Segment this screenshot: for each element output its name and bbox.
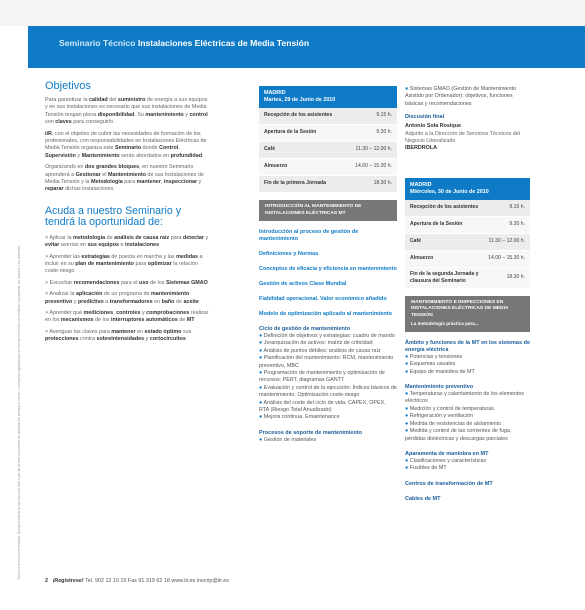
schedule-row	[405, 251, 530, 268]
section-items	[405, 391, 530, 443]
schedule-time: 11.30 – 12.00 h.	[488, 238, 525, 245]
banner-title	[59, 38, 309, 48]
bullet-item: ● Mejora continua. Emaintenance	[259, 414, 340, 421]
day1-column	[259, 86, 397, 444]
day2-column	[405, 86, 530, 503]
topic-heading: Gestión de activos Clase Mundial	[259, 281, 347, 287]
opportunity-item: > Analizar la aplicación de un programa de mantenimiento preventivo y predictivo a transformadores en baño de aceite	[45, 291, 199, 305]
topic-heading: Definiciones y Normas	[259, 251, 319, 257]
section-items	[405, 354, 530, 376]
day2-end-row: Fin de la segunda Jornada y clausura del Seminario 18.30 h.	[405, 268, 530, 289]
bullet-item: ● Análisis de puntos débiles: análisis de causa raíz	[259, 347, 381, 354]
schedule-time: 11.30 – 12.00 h.	[355, 146, 392, 153]
schedule-time: 14.00 – 15.30 h.	[355, 163, 392, 170]
day2-block-title: MANTENIMIENTO E INSPECCIONES EN INSTALACIONES ELÉCTRICAS DE MEDIA TENSIÓN La metodología práctica para...	[405, 296, 530, 332]
page-number: 2	[45, 578, 48, 584]
schedule-row	[259, 125, 397, 142]
bullet-item: ● Medida y control de las corrientes de fuga, pérdidas dieléctricas y descargas parciales	[405, 428, 512, 442]
top-band	[0, 0, 585, 26]
support-heading: Procesos de soporte de mantenimiento	[259, 429, 362, 436]
bullet-item: ● Fusibles de MT	[405, 465, 447, 472]
schedule-time: 14.00 – 15.30 h.	[488, 255, 525, 262]
speaker-name: Antonio Sola Rosique	[405, 123, 462, 130]
day1-date-box	[259, 86, 397, 108]
bullet-item: ● Análisis del coste del ciclo de vida: CAPEX, OPEX, RTA (Riesgo Total Anualizado)	[259, 399, 386, 414]
schedule-label: Café	[410, 238, 422, 245]
day1-date: Martes, 29 de Junio de 2010	[264, 97, 336, 103]
opportunity-item: > Aplicar la metodología de análisis de causa raíz para detectar y evitar averías en sus equipos e instalaciones	[45, 234, 209, 249]
contact-info: Tel. 902 12 10 15 Fax 91 319 62 18 www.iir.es inscrip@iir.es	[85, 578, 229, 584]
schedule-time: 9.15 h.	[509, 204, 525, 211]
bullet-item: ● Medición y control de temperaturas	[405, 405, 494, 412]
objectives-column	[45, 80, 210, 348]
day2-date-box	[405, 178, 530, 200]
schedule-time: 18.30 h.	[373, 180, 392, 187]
banner-prefix: Seminario Técnico	[59, 38, 136, 48]
page-footer	[45, 578, 229, 584]
topic-heading: Fiabilidad operacional. Valor económico añadido	[259, 296, 387, 302]
opportunity-list	[45, 235, 210, 344]
schedule-label: Fin de la primera Jornada	[264, 180, 326, 187]
schedule-row	[405, 217, 530, 234]
section-heading: Aparamenta de maniobra en MT	[405, 450, 489, 457]
objectives-paragraph-1: Para garantizar la calidad del suministro de energía a sus equipos y en sus instalaciones es necesario que sus instalaciones de Media Tensión tengan plena disponibilidad. Su mantenimiento y control son claves para conseguirlo.	[45, 97, 208, 126]
banner-main-title: Instalaciones Eléctricas de Media Tensión	[137, 38, 310, 48]
schedule-time: 9.30 h.	[509, 221, 525, 228]
bullet-item: ● Planificación del mantenimiento: RCM, mantenimiento preventivo, MBC	[259, 355, 394, 369]
section-heading: Cables de MT	[405, 495, 441, 502]
bullet-item: ● Temperaturas y calentamiento de los elementos eléctricos	[405, 391, 525, 405]
cycle-heading: Ciclo de gestión de mantenimiento	[259, 326, 351, 332]
opportunity-item: > Averiguar las claves para mantener en estado óptimo sus protecciones contra sobreintensidades y cortocircuitos	[45, 328, 192, 343]
bullet-item: ● Esquemas usuales	[405, 361, 456, 368]
schedule-row	[259, 108, 397, 125]
speaker-company: IBERDROLA	[405, 145, 438, 152]
day1-city: MADRID	[264, 90, 286, 96]
section-heading: Ámbito y funciones de la MT en los sistemas de energía eléctrica	[405, 339, 531, 353]
day2-city: MADRID	[410, 181, 432, 188]
opportunity-item: > Aprender las estrategias de puesta en marcha y las medidas a incluir en su plan de mantenimiento para optimizar la relación coste-riesgo	[45, 253, 203, 275]
support-list	[259, 437, 397, 444]
schedule-label: Apertura de la Sesión	[410, 221, 463, 228]
objectives-heading: Objetivos	[45, 80, 91, 92]
bullet-item: ● Jerarquización de activos: matriz de criticidad	[259, 340, 373, 347]
topic-heading: Modelo de optimización aplicado al mantenimiento	[259, 311, 392, 317]
day2-date: Miércoles, 30 de Junio de 2010	[410, 188, 489, 195]
schedule-label: Café	[264, 146, 276, 153]
header-banner	[28, 26, 585, 68]
schedule-row	[259, 159, 397, 176]
bullet-item: ● Clasificaciones y características	[405, 457, 487, 464]
final-discussion-heading: Discusión final	[405, 114, 445, 121]
day2-sections	[405, 340, 530, 503]
opportunity-item: > Aprender qué mediciones, controles y comprobaciones realizar en los mecanismos de los interruptores automáticos de MT	[45, 309, 209, 324]
cycle-list	[259, 333, 397, 422]
bullet-item: ● Evaluación y control de la ejecución: Índices básicos de mantenimiento. Optimización coste-riesgo	[259, 384, 397, 399]
side-legal-text: Todos los derechos reservados. Queda prohibida la reproducción total o parcial de este documento sin autorización previa por escrito. La empresa organizadora se reserva el derecho de modificar el programa, los horarios o los ponentes.	[17, 245, 21, 580]
topic-heading: Introducción al proceso de gestión de mantenimiento	[259, 229, 359, 242]
day1-schedule	[259, 108, 397, 193]
bullet-item: ● Gestión de materiales	[259, 436, 317, 443]
section-heading: Centros de transformación de MT	[405, 480, 493, 487]
bullet-item: ● Medida de resistencias de aislamiento	[405, 420, 502, 427]
schedule-label: Almuerzo	[264, 163, 288, 170]
section-items	[405, 458, 530, 473]
schedule-label: Recepción de los asistentes	[410, 204, 479, 211]
register-link[interactable]: ¡Regístrese!	[52, 578, 84, 584]
section-heading: Mantenimiento preventivo	[405, 384, 474, 391]
schedule-label: Recepción de los asistentes	[264, 112, 333, 119]
objectives-paragraph-3: Organizando en dos grandes bloques, en nuestro Seminario aprenderá a Gestionar el Mantenimiento de sus Instalaciones de Media Tensión y la Metodología para mantener, inspeccionar y reparar dichas instalaciones.	[45, 164, 204, 193]
schedule-row	[259, 142, 397, 159]
gmao-item: ● Sistemas GMAO (Gestión de Mantenimiento Asistido por Ordenador): objetivos, funciones básicas y recomendaciones	[405, 86, 517, 107]
bullet-item: ● Equipo de maniobra de MT	[405, 368, 475, 375]
schedule-time: 9.15 h.	[376, 112, 392, 119]
bullet-item: ● Definición de objetivos y estrategias: cuadro de mando	[259, 333, 395, 339]
schedule-time: 9.30 h.	[376, 129, 392, 136]
bullet-item: ● Refrigeración y ventilación	[405, 413, 473, 420]
schedule-row	[259, 176, 397, 193]
schedule-label: Apertura de la Sesión	[264, 129, 317, 136]
day2-block-sub: La metodología práctica para...	[411, 321, 479, 327]
schedule-row	[405, 234, 530, 251]
schedule-row	[405, 200, 530, 217]
speaker-role: Adjunto a la Dirección de Servicios Técnicos del Negocio Liberalizado	[405, 130, 520, 145]
opportunity-heading: Acuda a nuestro Seminario y tendrá la oportunidad de:	[45, 204, 182, 229]
topic-heading: Conceptos de eficacia y eficiencia en mantenimiento	[259, 266, 397, 272]
bullet-item: ● Potencias y tensiones	[405, 353, 463, 360]
day1-block-title: INTRODUCCIÓN AL MANTENIMIENTO DE INSTALACIONES ELÉCTRICAS MT	[259, 200, 397, 221]
day2-schedule	[405, 200, 530, 268]
schedule-label: Almuerzo	[410, 255, 434, 262]
opportunity-item: > Escuchar recomendaciones para el uso de los Sistemas GMAO	[45, 279, 208, 286]
bullet-item: ● Programación de mantenimiento y optimización de recursos: PERT, diagramas GANTT	[259, 370, 385, 384]
day1-topics	[259, 229, 397, 318]
objectives-paragraph-2: iiR, con el objetivo de cubrir las necesidades de formación de los profesionales, con responsabilidades en Instalaciones Eléctricas de Media Tensión organiza este Seminario donde Control, Supervisión y Mantenimiento serán abordados en profundidad.	[45, 130, 207, 159]
